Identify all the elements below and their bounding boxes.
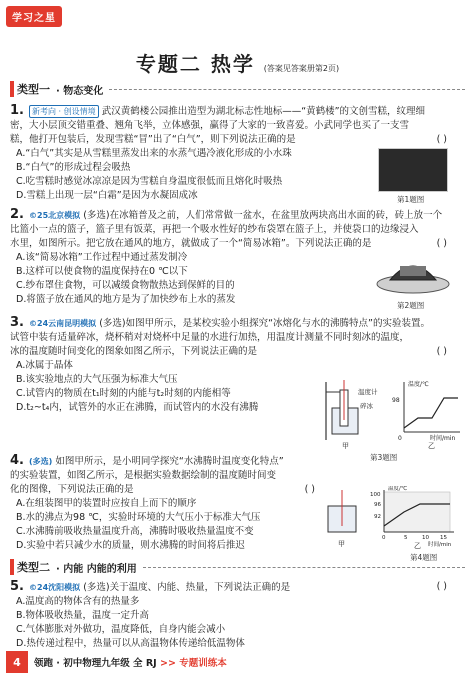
option-a[interactable]: A.该“简易冰箱”工作过程中通过蒸发制冷: [16, 252, 188, 263]
option-a[interactable]: A.“白气”其实是从雪糕里蒸发出来的水蒸气遇冷液化形成的小水珠: [16, 148, 292, 159]
book-title: [34, 655, 227, 669]
question-badge: 新考向 · 创设情境: [29, 105, 99, 118]
answer-blank[interactable]: ( ): [436, 134, 447, 145]
q4-figure: [324, 486, 464, 550]
question-number: 3.: [10, 315, 24, 330]
question-source: ©25北京模拟: [29, 211, 81, 220]
label-ice: 碎冰: [360, 402, 373, 410]
option-d[interactable]: D.热传递过程中，热量可以从高温物体传递给低温物体: [16, 638, 245, 649]
question-text: 化的图像，下列说法正确的是: [10, 484, 134, 495]
section-type2-header: [10, 558, 465, 576]
tick-96: 96: [374, 502, 381, 508]
tick-100: 100: [370, 492, 381, 498]
option-b[interactable]: B.该实验地点的大气压强为标准大气压: [16, 374, 178, 385]
figure-caption: 第2题图: [397, 301, 425, 310]
option-d[interactable]: D.将篮子放在通风的地方是为了加快纱布上水的蒸发: [16, 294, 236, 305]
section-tag: 类型一: [10, 81, 54, 97]
y-axis-label: 温度/℃: [388, 486, 408, 492]
cooler-basket-figure: [372, 250, 454, 296]
question-text: 比篮小一点的篮子，篮子里有饭菜，再把一个吸水性好的纱布袋罩在篮子上，并使袋口的边缘浸入: [10, 224, 419, 235]
question-5: [10, 580, 465, 651]
option-c[interactable]: C.吃雪糕时感觉冰凉凉是因为雪糕自身温度很低而且熔化时吸热: [16, 176, 283, 187]
q3-figure: [318, 378, 464, 450]
question-source: (多选): [29, 457, 53, 466]
section-tag: 类型二: [10, 559, 54, 575]
section-type1-header: [10, 80, 465, 98]
option-b[interactable]: B.水的沸点为98 ℃，实验时环境的大气压小于标准大气压: [16, 512, 261, 523]
tick-x10: 10: [422, 535, 429, 541]
tick-98: 98: [392, 397, 400, 404]
label-yi: 乙: [428, 442, 435, 450]
figure-caption: 第4题图: [410, 553, 438, 562]
question-number: 4.: [10, 453, 24, 468]
question-number: 1.: [10, 103, 24, 118]
question-text: 的实验装置，如图乙所示，是根据实验数据绘制的温度随时间变: [10, 470, 277, 481]
figure-caption: 第1题图: [397, 195, 425, 204]
option-b[interactable]: B.物体吸收热量，温度一定升高: [16, 610, 150, 621]
question-text: (多选)如图甲所示，是某校实验小组探究“冰熔化与水的沸腾特点”的实验装置。: [99, 318, 430, 329]
answer-blank[interactable]: ( ): [436, 581, 447, 592]
question-number: 2.: [10, 207, 24, 222]
question-source: ©24云南昆明模拟: [29, 319, 97, 328]
option-a[interactable]: A.冰属于晶体: [16, 360, 73, 371]
temperature-curve: [404, 398, 458, 428]
page-footer: [0, 650, 475, 674]
option-b[interactable]: B.“白气”的形成过程会吸热: [16, 162, 131, 173]
book-name: 领跑 · 初中物理九年级 全 RJ: [34, 658, 157, 669]
question-text: 如图甲所示，是小明同学探究“水沸腾时温度变化特点”: [55, 456, 284, 467]
section-divider: [143, 566, 465, 568]
option-c[interactable]: C.试管内的物质在t₁时刻的内能与t₂时刻的内能相等: [16, 388, 231, 399]
section-subtitle: · 内能 内能的利用: [56, 563, 137, 575]
tick-0: 0: [398, 435, 402, 442]
question-source: ©24沈阳模拟: [29, 583, 81, 592]
question-text: 糕，他打开包装后，发现雪糕“冒”出了“白气”，则下列说法正确的是: [10, 134, 296, 145]
book-series: >> 专题训练本: [160, 658, 227, 669]
tick-x15: 15: [440, 535, 447, 541]
question-text: (多选)关于温度、内能、热量，下列说法正确的是: [83, 582, 291, 593]
x-axis-label: 时间/min: [430, 435, 456, 442]
question-text: 武汉黄鹤楼公园推出造型为湖北标志性地标——“黄鹤楼”的文创雪糕，纹理细: [101, 106, 426, 117]
section-divider: [109, 88, 465, 90]
answer-blank[interactable]: ( ): [436, 346, 447, 357]
y-axis-label: 温度/℃: [408, 381, 429, 388]
basket-shape: [400, 266, 426, 276]
title-text: 专题二 热学: [135, 52, 255, 76]
option-c[interactable]: C.纱布罩住食物，可以减缓食物散热达到保鲜的目的: [16, 280, 235, 291]
question-text: (多选)在冰箱普及之前，人们常常做一盆水，在盆里放两块高出水面的砖，砖上放一个: [83, 210, 443, 221]
page-number: 4: [6, 651, 28, 673]
question-text: 水里，如图所示。把它放在通风的地方，就做成了一个“简易冰箱”。下列说法正确的是: [10, 238, 372, 249]
answer-blank[interactable]: ( ): [436, 238, 447, 249]
option-c[interactable]: C.气体膨胀对外做功，温度降低，自身内能会减小: [16, 624, 226, 635]
option-d[interactable]: D.t₂~t₄内，试管外的水正在沸腾，而试管内的水没有沸腾: [16, 402, 259, 413]
ice-cream-photo: [378, 148, 448, 192]
option-a[interactable]: A.在组装图甲的装置时应按自上而下的顺序: [16, 498, 197, 509]
question-text: 冰的温度随时间变化的图象如图乙所示，下列说法正确的是: [10, 346, 258, 357]
option-a[interactable]: A.温度高的物体含有的热量多: [16, 596, 140, 607]
page-title: [0, 48, 475, 77]
tick-x0: 0: [382, 535, 386, 541]
label-jia: 甲: [338, 540, 345, 548]
question-text: 密，大小层顶交错重叠、翘角飞举，立体感强，赢得了大家的一致喜爱。小武同学也买了一支雪: [10, 120, 410, 131]
brand-logo: 学习之星: [6, 6, 62, 27]
label-yi: 乙: [414, 542, 421, 550]
section-subtitle: · 物态变化: [56, 85, 104, 97]
option-d[interactable]: D.雪糕上出现一层“白霜”是因为水凝固成冰: [16, 190, 198, 201]
x-axis-label: 时间/min: [428, 542, 452, 548]
label-thermometer: 温度计: [358, 388, 378, 396]
label-jia: 甲: [342, 442, 349, 450]
question-text: 试管中装有适量碎冰，烧杯稍对对烧杯中足量的水进行加热，用温度计测量不同时刻冰的温度，: [10, 332, 410, 343]
figure-caption: 第3题图: [370, 453, 398, 462]
option-d[interactable]: D.实验中若只减少水的质量，则水沸腾的时间将后推迟: [16, 540, 245, 551]
option-c[interactable]: C.水沸腾前吸收热量温度升高，沸腾时吸收热量温度不变: [16, 526, 254, 537]
tick-x5: 5: [404, 535, 408, 541]
answer-blank[interactable]: ( ): [304, 484, 315, 495]
answer-note: (答案见答案册第2页): [263, 64, 340, 73]
grid-area: [384, 492, 450, 532]
question-number: 5.: [10, 579, 24, 594]
tick-92: 92: [374, 514, 381, 520]
option-b[interactable]: B.这样可以使食物的温度保持在0 ℃以下: [16, 266, 188, 277]
